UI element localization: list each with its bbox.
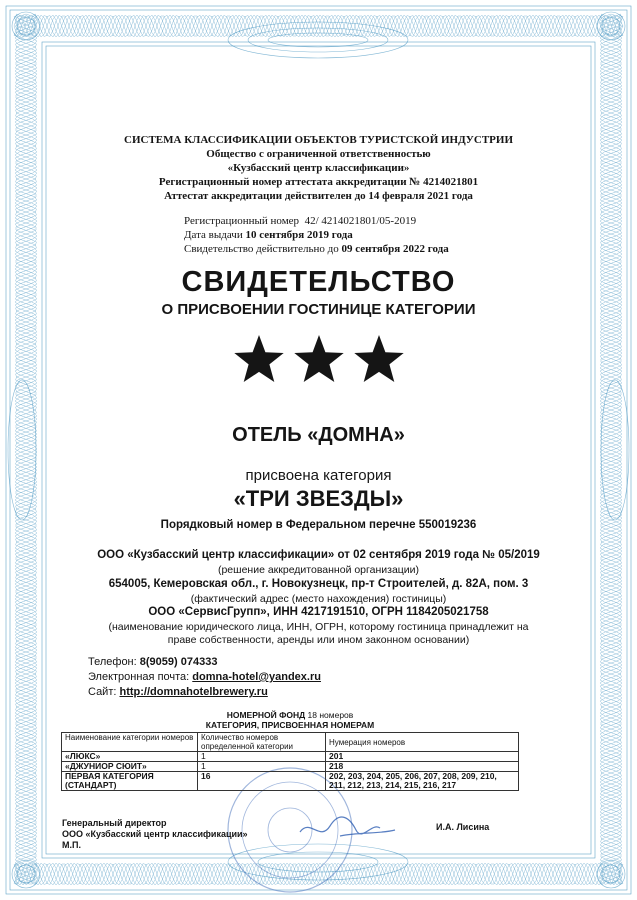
decision-note: (решение аккредитованной организации) [217,564,420,576]
certificate-subtitle: О ПРИСВОЕНИИ ГОСТИНИЦЕ КАТЕГОРИИ [161,301,476,318]
rooms-subtitle: КАТЕГОРИЯ, ПРИСВОЕННАЯ НОМЕРАМ [205,720,375,730]
hotel-address: 654005, Кемеровская обл., г. Новокузнецк, пр-т Строителей, д. 82А, пом. 3 [108,578,529,590]
header-count: Количество номеров определенной категории [198,733,326,752]
website: Сайт: http://domnahotelbrewery.ru [88,686,268,698]
star-icon [294,335,343,382]
email: Электронная почта: domna-hotel@yandex.ru [88,671,321,683]
star-icon [354,335,403,382]
federal-number: Порядковый номер в Федеральном перечне 550019236 [160,519,477,531]
owner-note2: праве собственности, аренды или ином законном основании) [167,634,470,646]
owner-org: ООО «СервисГрупп», ИНН 4217191510, ОГРН 1184205021758 [148,606,489,618]
room-fund: НОМЕРНОЙ ФОНД 18 номеров [226,710,354,720]
rooms-table [61,732,519,791]
hotel-name: ОТЕЛЬ «ДОМНА» [232,424,405,446]
phone: Телефон: 8(9059) 074333 [88,656,218,668]
org-line1: Общество с ограниченной ответственностью [206,148,431,160]
owner-note1: (наименование юридического лица, ИНН, ОГРН, которому гостиница принадлежит на [108,621,529,633]
valid-until: Свидетельство действительно до 09 сентября 2022 года [184,243,449,255]
signer-org: ООО «Кузбасский центр классификации» [62,829,248,839]
stamp-place: М.П. [62,840,81,850]
table-header-row [62,733,519,752]
signer-name: И.А. Лисина [436,822,490,832]
org-line2: «Кузбасский центр классификации» [227,162,410,174]
issue-date: Дата выдачи 10 сентября 2019 года [184,229,353,241]
classification-system: СИСТЕМА КЛАССИФИКАЦИИ ОБЪЕКТОВ ТУРИСТСКОЙ ИНДУСТРИИ [124,134,513,146]
address-note: (фактический адрес (место нахождения) гостиницы) [190,593,447,605]
assigned-label: присвоена категория [245,467,392,484]
table-row: ПЕРВАЯ КАТЕГОРИЯ (СТАНДАРТ) 16 202, 203, 204, 205, 206, 207, 208, 209, 210, 211, 212, 213, 214, 215, 216, 217 [62,772,519,791]
category-stars [230,330,407,390]
hotel-category: «ТРИ ЗВЕЗДЫ» [233,486,404,511]
header-category: Наименование категории номеров [62,733,198,752]
certificate-title: СВИДЕТЕЛЬСТВО [181,266,456,298]
table-row: «ЛЮКС» 1 201 [62,752,519,762]
email-link[interactable]: domna-hotel@yandex.ru [192,671,321,683]
table-row: «ДЖУНИОР СЮИТ» 1 218 [62,762,519,772]
reg-number: Регистрационный номер 42/ 4214021801/05-2019 [184,215,417,227]
accreditation-valid: Аттестат аккредитации действителен до 14 февраля 2021 года [164,190,473,202]
header-numbers: Нумерация номеров [326,733,519,752]
decision-org: ООО «Кузбасский центр классификации» от 02 сентября 2019 года № 05/2019 [97,549,540,561]
signer-position: Генеральный директор [62,818,167,828]
website-link[interactable]: http://domnahotelbrewery.ru [119,686,268,698]
accreditation-reg: Регистрационный номер аттестата аккредитации № 4214021801 [158,176,479,188]
star-icon [234,335,283,382]
